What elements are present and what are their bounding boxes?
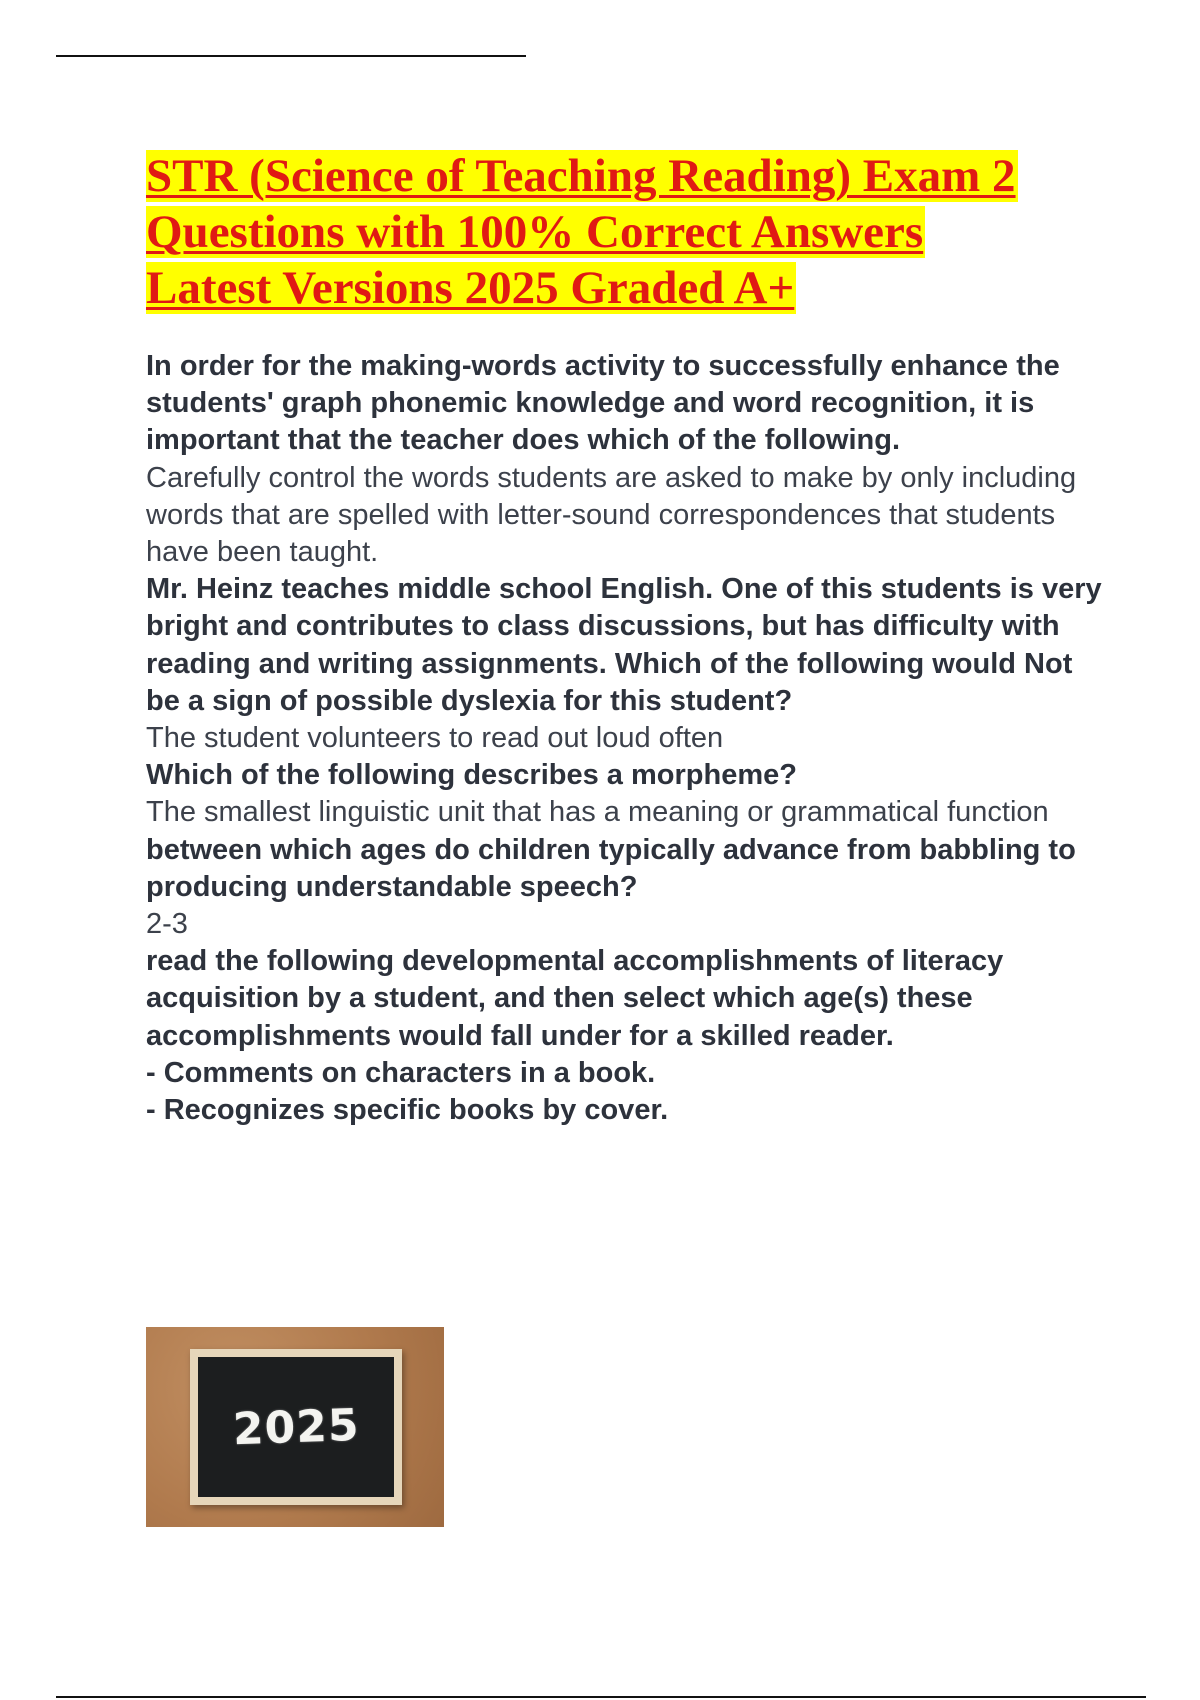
question-4: between which ages do children typically advance from babbling to producing understandable speech? <box>146 833 1076 903</box>
question-5: read the following developmental accomplishments of literacy acquisition by a student, and then select which age(s) these accomplishments would fall under for a skilled reader. <box>146 945 1004 1052</box>
answer-3: The smallest linguistic unit that has a meaning or grammatical function <box>146 796 1049 829</box>
chalkboard-image <box>146 1327 444 1527</box>
bottom-rule <box>56 1696 1146 1698</box>
qa-list <box>146 348 1106 1129</box>
title-line: STR (Science of Teaching Reading) Exam 2 <box>146 150 1016 202</box>
answer-4: 2-3 <box>146 908 188 941</box>
document-body <box>146 148 1106 1129</box>
document-title <box>146 148 1106 316</box>
chalkboard <box>198 1357 394 1497</box>
question-3: Which of the following describes a morpheme? <box>146 759 797 792</box>
answer-2: The student volunteers to read out loud often <box>146 722 724 755</box>
question-2: Mr. Heinz teaches middle school English. One of this students is very bright and contributes to class discussions, but has difficulty with reading and writing assignments. Which of the following would Not be a sign of possible dyslexia for this student? <box>146 573 1102 717</box>
title-line: Questions with 100% Correct Answers <box>146 206 924 258</box>
title-line: Latest Versions 2025 Graded A+ <box>146 262 795 314</box>
question-5-bullet: - Recognizes specific books by cover. <box>146 1094 669 1127</box>
chalkboard-frame <box>190 1349 402 1505</box>
top-rule <box>56 55 526 57</box>
question-1: In order for the making-words activity to successfully enhance the students' graph phonemic knowledge and word recognition, it is important that the teacher does which of the following. <box>146 350 1060 457</box>
answer-1: Carefully control the words students are asked to make by only including words that are spelled with letter-sound correspondences that students have been taught. <box>146 461 1077 569</box>
chalkboard-text: 2025 <box>231 1399 361 1455</box>
question-5-bullet: - Comments on characters in a book. <box>146 1056 656 1089</box>
